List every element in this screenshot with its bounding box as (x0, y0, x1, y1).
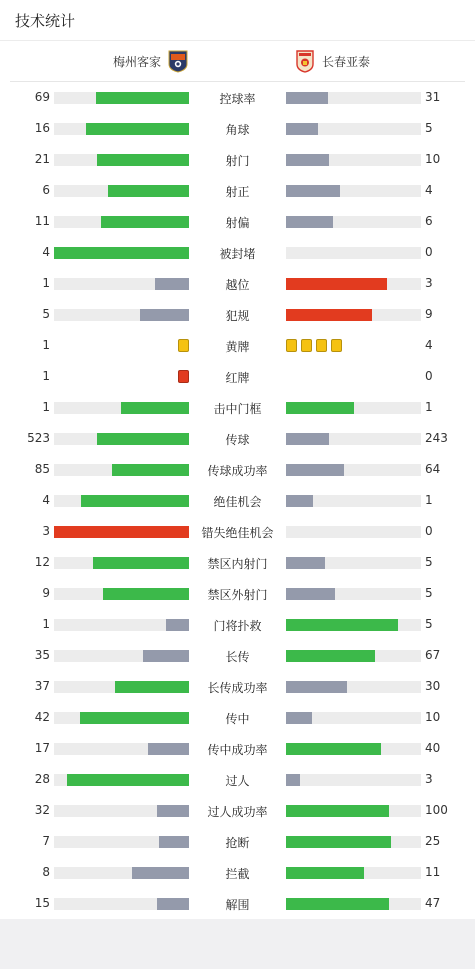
home-bar-fill (155, 278, 189, 290)
away-stat-value: 100 (425, 803, 448, 817)
stat-label: 门将扑救 (213, 619, 262, 633)
away-bar-track (286, 216, 421, 228)
home-bar-track (54, 278, 189, 290)
away-bar-track (286, 278, 421, 290)
away-bar-track (286, 433, 421, 445)
away-bar-fill (286, 216, 333, 228)
stat-row (0, 175, 475, 206)
home-bar-track (54, 247, 189, 259)
home-bar-fill (97, 433, 189, 445)
home-stat-value: 11 (34, 214, 50, 228)
home-cards (178, 339, 189, 353)
stat-row (0, 330, 475, 361)
home-bar-track (54, 309, 189, 321)
home-bar-fill (101, 216, 189, 228)
away-stat-value: 0 (425, 245, 433, 259)
home-stat-value: 28 (34, 772, 50, 786)
home-bar-track (54, 805, 189, 817)
away-bar-fill (286, 92, 328, 104)
stats-list (0, 82, 475, 919)
meizhou-hakka-badge-icon (167, 49, 189, 73)
home-bar-fill (80, 712, 189, 724)
changchun-yatai-badge-icon (294, 49, 316, 73)
home-stat-value: 1 (42, 338, 50, 352)
away-bar-track (286, 557, 421, 569)
home-bar-track (54, 402, 189, 414)
away-bar-track (286, 712, 421, 724)
away-bar-track (286, 526, 421, 538)
away-bar-fill (286, 185, 340, 197)
stat-row (0, 702, 475, 733)
home-team[interactable] (113, 49, 189, 73)
stat-label: 解围 (225, 898, 250, 912)
home-bar-fill (108, 185, 189, 197)
home-bar-track (54, 92, 189, 104)
home-bar-fill (132, 867, 189, 879)
away-bar-fill (286, 774, 300, 786)
away-bar-fill (286, 836, 391, 848)
home-stat-value: 32 (34, 803, 50, 817)
stat-label: 传中成功率 (207, 743, 268, 757)
home-bar-fill (143, 650, 189, 662)
away-bar-track (286, 898, 421, 910)
stat-label: 射门 (225, 154, 250, 168)
away-bar-track (286, 495, 421, 507)
away-bar-fill (286, 433, 329, 445)
stat-label: 角球 (225, 123, 250, 137)
stat-label: 传中 (225, 712, 250, 726)
home-bar-fill (159, 836, 189, 848)
home-bar-fill (112, 464, 189, 476)
home-stat-value: 1 (42, 369, 50, 383)
home-bar-track (54, 619, 189, 631)
home-bar-fill (115, 681, 189, 693)
away-stat-value: 5 (425, 586, 433, 600)
away-bar-track (286, 774, 421, 786)
home-stat-value: 6 (42, 183, 50, 197)
away-bar-track (286, 588, 421, 600)
stat-label: 传球成功率 (207, 464, 268, 478)
stat-row (0, 237, 475, 268)
home-bar-fill (103, 588, 189, 600)
stat-label: 禁区内射门 (207, 557, 268, 571)
stat-row (0, 671, 475, 702)
away-bar-fill (286, 867, 364, 879)
away-stat-value: 40 (425, 741, 441, 755)
home-bar-fill (148, 743, 189, 755)
home-bar-track (54, 712, 189, 724)
away-bar-track (286, 681, 421, 693)
home-bar-fill (121, 402, 189, 414)
away-stat-value: 5 (425, 555, 433, 569)
away-stat-value: 3 (425, 772, 433, 786)
stat-row (0, 826, 475, 857)
stat-row (0, 578, 475, 609)
home-stat-value: 1 (42, 276, 50, 290)
stat-row (0, 82, 475, 113)
home-stat-value: 21 (34, 152, 50, 166)
stat-label: 绝佳机会 (213, 495, 262, 509)
home-bar-track (54, 526, 189, 538)
yellow-card-icon (286, 339, 297, 352)
away-stat-value: 0 (425, 524, 433, 538)
stat-label: 过人 (225, 774, 250, 788)
stat-label: 控球率 (219, 92, 256, 106)
home-stat-value: 15 (34, 896, 50, 910)
away-stat-value: 6 (425, 214, 433, 228)
home-bar-track (54, 681, 189, 693)
yellow-card-icon (316, 339, 327, 352)
stat-row (0, 516, 475, 547)
stat-label: 击中门框 (213, 402, 262, 416)
away-bar-track (286, 247, 421, 259)
away-bar-track (286, 650, 421, 662)
stat-row (0, 299, 475, 330)
home-bar-fill (157, 805, 189, 817)
away-bar-fill (286, 619, 398, 631)
stat-row (0, 485, 475, 516)
yellow-card-icon (331, 339, 342, 352)
teams-header (10, 41, 465, 82)
stat-row (0, 423, 475, 454)
stat-label: 射正 (225, 185, 250, 199)
stat-row (0, 857, 475, 888)
away-stat-value: 30 (425, 679, 441, 693)
away-bar-fill (286, 123, 318, 135)
home-bar-fill (93, 557, 189, 569)
away-bar-track (286, 123, 421, 135)
away-team-name: 长春亚泰 (322, 54, 371, 69)
home-stat-value: 12 (34, 555, 50, 569)
stat-label: 射偏 (225, 216, 250, 230)
home-bar-track (54, 650, 189, 662)
away-stat-value: 4 (425, 338, 433, 352)
away-bar-fill (286, 495, 313, 507)
stat-row (0, 733, 475, 764)
stat-row (0, 392, 475, 423)
stat-label: 抢断 (225, 836, 250, 850)
home-bar-fill (96, 92, 189, 104)
away-bar-track (286, 185, 421, 197)
away-cards (286, 339, 342, 353)
home-stat-value: 7 (42, 834, 50, 848)
away-stat-value: 31 (425, 90, 441, 104)
away-bar-track (286, 805, 421, 817)
yellow-card-icon (301, 339, 312, 352)
page-title: 技术统计 (15, 12, 76, 30)
home-bar-track (54, 123, 189, 135)
home-bar-track (54, 836, 189, 848)
away-bar-fill (286, 557, 325, 569)
yellow-card-icon (178, 339, 189, 352)
stat-row (0, 888, 475, 919)
home-cards (178, 370, 189, 384)
home-bar-track (54, 495, 189, 507)
home-stat-value: 523 (27, 431, 50, 445)
away-bar-fill (286, 743, 381, 755)
away-bar-track (286, 464, 421, 476)
away-bar-fill (286, 805, 389, 817)
home-bar-fill (157, 898, 189, 910)
home-stat-value: 4 (42, 245, 50, 259)
home-stat-value: 85 (34, 462, 50, 476)
home-stat-value: 16 (34, 121, 50, 135)
home-bar-track (54, 216, 189, 228)
home-bar-fill (67, 774, 189, 786)
home-bar-track (54, 898, 189, 910)
home-bar-track (54, 185, 189, 197)
stat-row (0, 113, 475, 144)
home-stat-value: 5 (42, 307, 50, 321)
stat-label: 禁区外射门 (207, 588, 268, 602)
stat-label: 红牌 (225, 371, 250, 385)
away-bar-track (286, 867, 421, 879)
home-bar-fill (54, 526, 189, 538)
home-stat-value: 3 (42, 524, 50, 538)
stat-row (0, 361, 475, 392)
page-footer-area (0, 919, 475, 969)
stat-row (0, 609, 475, 640)
stat-row (0, 144, 475, 175)
home-bar-fill (166, 619, 189, 631)
away-stat-value: 10 (425, 710, 441, 724)
away-bar-fill (286, 278, 387, 290)
away-team[interactable] (294, 49, 370, 73)
stat-label: 拦截 (225, 867, 250, 881)
home-stat-value: 4 (42, 493, 50, 507)
away-bar-track (286, 619, 421, 631)
home-bar-track (54, 867, 189, 879)
away-bar-track (286, 92, 421, 104)
away-bar-track (286, 154, 421, 166)
home-stat-value: 69 (34, 90, 50, 104)
stat-label: 传球 (225, 433, 250, 447)
stat-row (0, 640, 475, 671)
away-stat-value: 11 (425, 865, 441, 879)
away-stat-value: 0 (425, 369, 433, 383)
home-stat-value: 8 (42, 865, 50, 879)
away-stat-value: 3 (425, 276, 433, 290)
away-stat-value: 243 (425, 431, 448, 445)
away-bar-track (286, 402, 421, 414)
home-stat-value: 37 (34, 679, 50, 693)
stat-row (0, 764, 475, 795)
stat-label: 长传成功率 (207, 681, 268, 695)
away-bar-fill (286, 681, 347, 693)
home-bar-track (54, 774, 189, 786)
away-stat-value: 10 (425, 152, 441, 166)
away-bar-fill (286, 402, 354, 414)
away-bar-fill (286, 309, 372, 321)
red-card-icon (178, 370, 189, 383)
away-bar-track (286, 836, 421, 848)
home-stat-value: 42 (34, 710, 50, 724)
away-stat-value: 25 (425, 834, 441, 848)
home-bar-fill (97, 154, 189, 166)
home-bar-fill (54, 247, 189, 259)
home-stat-value: 35 (34, 648, 50, 662)
home-bar-fill (86, 123, 189, 135)
home-stat-value: 1 (42, 617, 50, 631)
stat-label: 黄牌 (225, 340, 250, 354)
home-bar-fill (81, 495, 189, 507)
home-stat-value: 9 (42, 586, 50, 600)
home-bar-fill (140, 309, 189, 321)
away-stat-value: 5 (425, 121, 433, 135)
stat-row (0, 268, 475, 299)
away-stat-value: 67 (425, 648, 441, 662)
panel-header (0, 0, 475, 41)
away-stat-value: 47 (425, 896, 441, 910)
away-bar-track (286, 743, 421, 755)
stat-row (0, 795, 475, 826)
home-team-name: 梅州客家 (112, 54, 161, 69)
stat-label: 长传 (225, 650, 250, 664)
away-stat-value: 1 (425, 493, 433, 507)
stat-label: 过人成功率 (207, 805, 268, 819)
home-bar-track (54, 433, 189, 445)
away-stat-value: 5 (425, 617, 433, 631)
home-stat-value: 17 (34, 741, 50, 755)
away-stat-value: 4 (425, 183, 433, 197)
away-bar-fill (286, 154, 329, 166)
away-stat-value: 64 (425, 462, 441, 476)
away-stat-value: 9 (425, 307, 433, 321)
home-bar-track (54, 154, 189, 166)
home-bar-track (54, 743, 189, 755)
stat-label: 被封堵 (219, 247, 256, 261)
home-stat-value: 1 (42, 400, 50, 414)
away-bar-fill (286, 464, 344, 476)
home-bar-track (54, 464, 189, 476)
stat-label: 犯规 (225, 309, 250, 323)
away-stat-value: 1 (425, 400, 433, 414)
away-bar-fill (286, 898, 389, 910)
stat-row (0, 454, 475, 485)
away-bar-fill (286, 588, 335, 600)
away-bar-fill (286, 650, 375, 662)
home-bar-track (54, 557, 189, 569)
stat-label: 越位 (225, 278, 250, 292)
stat-row (0, 547, 475, 578)
home-bar-track (54, 588, 189, 600)
stat-label: 错失绝佳机会 (201, 526, 274, 540)
away-bar-track (286, 309, 421, 321)
stat-row (0, 206, 475, 237)
away-bar-fill (286, 712, 312, 724)
